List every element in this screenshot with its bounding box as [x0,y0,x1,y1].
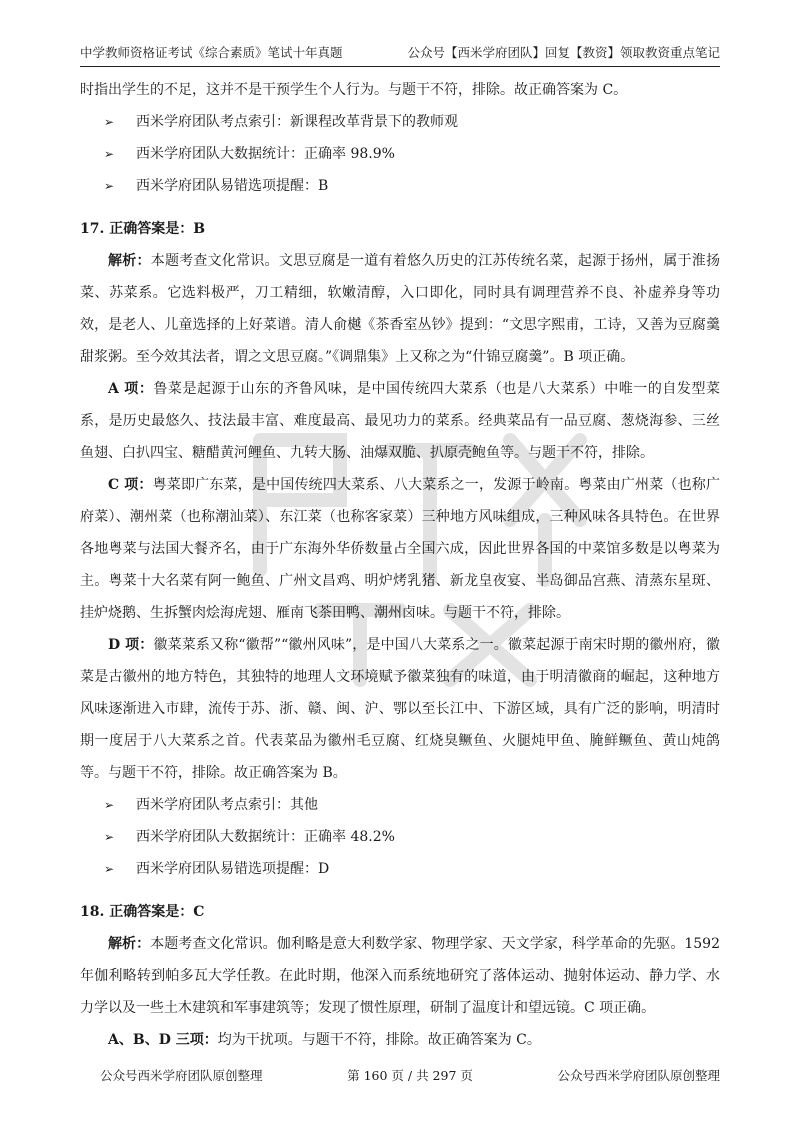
bullet-item: ➢ 西米学府团队易错选项提醒：D [80,853,720,885]
bullet-item: ➢ 西米学府团队考点索引：新课程改革背景下的教师观 [80,106,720,138]
question-18-heading: 18. 正确答案是：C [80,904,205,920]
q18-analysis: 解析：本题考查文化常识。伽利略是意大利数学家、物理学家、天文学家，科学革命的先驱。1592 年伽利略转到帕多瓦大学任教。在此时期，他深入而系统地研究了落体运动、抛射体运动、静力学、水力学以及一些土木建筑和军事建筑等；发现了惯性原理，研制了温度计和望远镜。C 项正确。 [80,936,721,1016]
arrow-bullet-icon: ➢ [104,798,115,812]
q17-option-c: C 项：粤菜即广东菜，是中国传统四大菜系、八大菜系之一，发源于岭南。粤菜由广州菜（也称广府菜）、潮州菜（也称潮汕菜）、东江菜（也称客家菜）三种地方风味组成，三种风味各具特色。在世界各地粤菜与法国大餐齐名，由于广东海外华侨数量占全国六成，因此世界各国的中菜馆多数是以粤菜为主。粤菜十大名菜有阿一鲍鱼、广州文昌鸡、明炉烤乳猪、新龙皇夜宴、半岛御品宫燕、清蒸东星斑、挂炉烧鹅、生拆蟹肉烩海虎翅、雁南飞茶田鸭、潮州卤味。与题干不符，排除。 [80,477,720,621]
bullet-item: ➢ 西米学府团队大数据统计：正确率 98.9% [80,138,720,170]
page-footer [100,1066,720,1086]
continuation-paragraph: 时指出学生的不足，这并不是干预学生个人行为。与题干不符，排除。故正确答案为 C。 [80,82,628,98]
arrow-bullet-icon: ➢ [104,115,115,129]
arrow-bullet-icon: ➢ [104,147,115,161]
footer-left-credit: 公众号西米学府团队原创整理 [100,1068,263,1083]
arrow-bullet-icon: ➢ [104,862,115,876]
footer-right-credit: 公众号西米学府团队原创整理 [557,1068,720,1083]
bullet-item: ➢ 西米学府团队考点索引：其他 [80,789,720,821]
q17-analysis: 解析：本题考查文化常识。文思豆腐是一道有着悠久历史的江苏传统名菜，起源于扬州，属于淮扬菜、苏菜系。它选料极严，刀工精细，软嫩清醇，入口即化，同时具有调理营养不良、补虚养身等功效，是老人、儿童选择的上好菜谱。清人俞樾《茶香室丛钞》提到：“文思字熙甫，工诗，又善为豆腐羹甜浆粥。至今效其法者，谓之文思豆腐。”《调鼎集》上又称之为“什锦豆腐羹”。B 项正确。 [80,253,721,365]
page-number: 第 160 页 / 共 297 页 [347,1068,473,1083]
bullet-item: ➢ 西米学府团队大数据统计：正确率 48.2% [80,821,720,853]
arrow-bullet-icon: ➢ [104,830,115,844]
question-17-heading: 17. 正确答案是：B [80,221,206,237]
page-content [80,74,720,1056]
header-promo: 公众号【西米学府团队】回复【教资】领取教资重点笔记 [407,45,720,60]
arrow-bullet-icon: ➢ [104,179,115,193]
header-title: 中学教师资格证考试《综合素质》笔试十年真题 [80,45,343,60]
page-header [80,44,720,67]
q18-options-abd: A、B、D 三项：均为干扰项。与题干不符，排除。故正确答案为 C。 [108,1032,541,1048]
q17-option-d: D 项：徽菜菜系又称“徽帮”“徽州风味”，是中国八大菜系之一。徽菜起源于南宋时期的徽州府，徽菜是古徽州的地方特色，其独特的地理人文环境赋予徽菜独有的味道，由于明清徽商的崛起，这种地方风味逐渐进入市肆，流传于苏、浙、赣、闽、沪、鄂以至长江中、下游区域，具有广泛的影响，明清时期一度居于八大菜系之首。代表菜品为徽州毛豆腐、红烧臭鳜鱼、火腿炖甲鱼、腌鲜鳜鱼、黄山炖鸽等。与题干不符，排除。故正确答案为 B。 [80,637,720,781]
q17-option-a: A 项：鲁菜是起源于山东的齐鲁风味，是中国传统四大菜系（也是八大菜系）中唯一的自发型菜系，是历史最悠久、技法最丰富、难度最高、最见功力的菜系。经典菜品有一品豆腐、葱烧海参、三丝鱼翅、白扒四宝、糖醋黄河鲤鱼、九转大肠、油爆双脆、扒原壳鲍鱼等。与题干不符，排除。 [80,381,720,461]
bullet-item: ➢ 西米学府团队易错选项提醒：B [80,170,720,202]
